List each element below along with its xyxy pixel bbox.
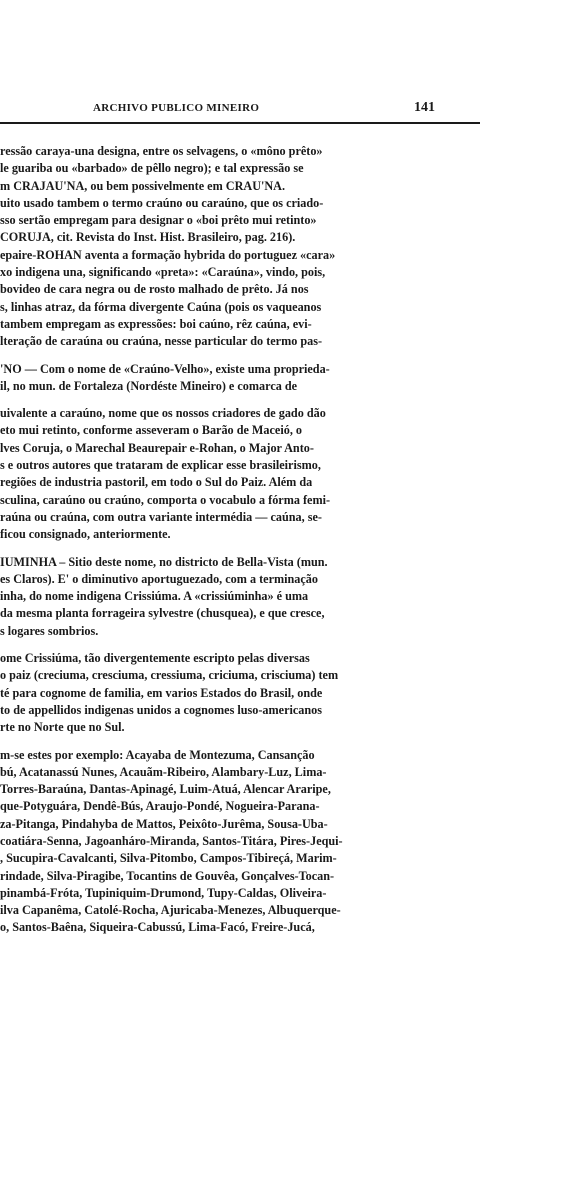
text-line: tambem empregam as expressões: boi caúno, rêz caúna, evi- <box>0 316 312 331</box>
text-line: s, linhas atraz, da fórma divergente Caúna (pois os vaqueanos <box>0 299 322 314</box>
text-line: s logares sombrios. <box>0 623 99 638</box>
text-line: inha, do nome indigena Crissiúma. A «crissiúminha» é uma <box>0 589 309 604</box>
text-line: IUMINHA – Sitio deste nome, no districto de Bella-Vista (mun. <box>0 554 328 569</box>
text-line: raúna ou craúna, com outra variante intermédia — caúna, se- <box>0 509 322 524</box>
text-line: sso sertão empregam para designar o «boi prêto mui retinto» <box>0 213 317 228</box>
text-line: ficou consignado, anteriormente. <box>0 527 171 542</box>
text-line: o paiz (creciuma, cresciuma, cressiuma, criciuma, crisciuma) tem <box>0 668 339 683</box>
text-line: s e outros autores que trataram de explicar esse brasileirismo, <box>0 458 321 473</box>
text-line: sculina, caraúno ou craúno, comporta o vocabulo a fórma femi- <box>0 492 331 507</box>
text-line: coatiára-Senna, Jagoanháro-Miranda, Santos-Titára, Pires-Jequi- <box>0 833 343 848</box>
text-line: es Claros). E' o diminutivo aportuguezado, com a terminação <box>0 571 318 586</box>
page-header <box>0 100 480 124</box>
page-number: 141 <box>414 100 435 115</box>
text-line: rte no Norte que no Sul. <box>0 720 125 735</box>
page-body <box>0 143 480 947</box>
running-title: ARCHIVO PUBLICO MINEIRO <box>93 102 260 114</box>
text-line: bú, Acatanassú Nunes, Acauãm-Ribeiro, Alambary-Luz, Lima- <box>0 764 327 779</box>
text-line: to de appellidos indigenas unidos a cognomes luso-americanos <box>0 702 322 717</box>
text-line: il, no mun. de Fortaleza (Nordéste Mineiro) e comarca de <box>0 378 298 393</box>
text-line: epaire-ROHAN aventa a formação hybrida do portuguez «cara» <box>0 247 336 262</box>
text-line: ome Crissiúma, tão divergentemente escripto pelas diversas <box>0 651 310 666</box>
text-line: 'NO — Com o nome de «Craúno-Velho», existe uma proprieda- <box>0 361 330 376</box>
paragraph <box>0 747 480 937</box>
paragraph <box>0 554 480 640</box>
paragraph <box>0 143 480 351</box>
paragraph <box>0 361 480 396</box>
text-line: uivalente a caraúno, nome que os nossos criadores de gado dão <box>0 406 326 421</box>
text-line: ressão caraya-una designa, entre os selvagens, o «môno prêto» <box>0 144 323 158</box>
text-line: lteração de caraúna ou craúna, nesse particular do termo pas- <box>0 334 323 349</box>
text-line: ilva Capanêma, Catolé-Rocha, Ajuricaba-Menezes, Albuquerque- <box>0 903 341 918</box>
text-line: da mesma planta forrageira sylvestre (chusquea), e que cresce, <box>0 606 325 621</box>
text-line: le guariba ou «barbado» de pêllo negro); e tal expressão se <box>0 161 304 176</box>
text-line: eto mui retinto, conforme asseveram o Barão de Maceió, o <box>0 423 303 438</box>
text-line: bovideo de cara negra ou de rosto malhado de prêto. Já nos <box>0 282 309 297</box>
text-line: o, Santos-Baêna, Siqueira-Cabussú, Lima-Facó, Freire-Jucá, <box>0 920 315 935</box>
text-line: té para cognome de familia, em varios Estados do Brasil, onde <box>0 685 323 700</box>
text-line: regiões de industria pastoril, em todo o Sul do Paiz. Além da <box>0 475 313 490</box>
text-line: pinambá-Fróta, Tupiniquim-Drumond, Tupy-Caldas, Oliveira- <box>0 885 327 900</box>
text-line: xo indigena una, significando «preta»: «Caraúna», vindo, pois, <box>0 265 326 280</box>
text-line: rindade, Silva-Piragibe, Tocantins de Gouvêa, Gonçalves-Tocan- <box>0 868 335 883</box>
text-line: CORUJA, cit. Revista do Inst. Hist. Brasileiro, pag. 216). <box>0 230 296 245</box>
text-line: m CRAJAU'NA, ou bem possivelmente em CRAU'NA. <box>0 178 286 193</box>
text-line: Torres-Baraúna, Dantas-Apinagé, Luim-Atuá, Alencar Araripe, <box>0 782 331 797</box>
text-line: uito usado tambem o termo craúno ou caraúno, que os criado- <box>0 195 324 210</box>
paragraph <box>0 650 480 736</box>
text-line: za-Pitanga, Pindahyba de Mattos, Peixôto-Jurêma, Sousa-Uba- <box>0 816 328 831</box>
text-line: , Sucupira-Cavalcanti, Silva-Pitombo, Campos-Tibireçá, Marim- <box>0 851 337 866</box>
paragraph <box>0 405 480 543</box>
text-line: m-se estes por exemplo: Acayaba de Montezuma, Cansanção <box>0 747 315 762</box>
text-line: lves Coruja, o Marechal Beaurepair e-Rohan, o Major Anto- <box>0 440 314 455</box>
text-line: que-Potyguára, Dendê-Bús, Araujo-Pondé, Nogueira-Parana- <box>0 799 320 814</box>
